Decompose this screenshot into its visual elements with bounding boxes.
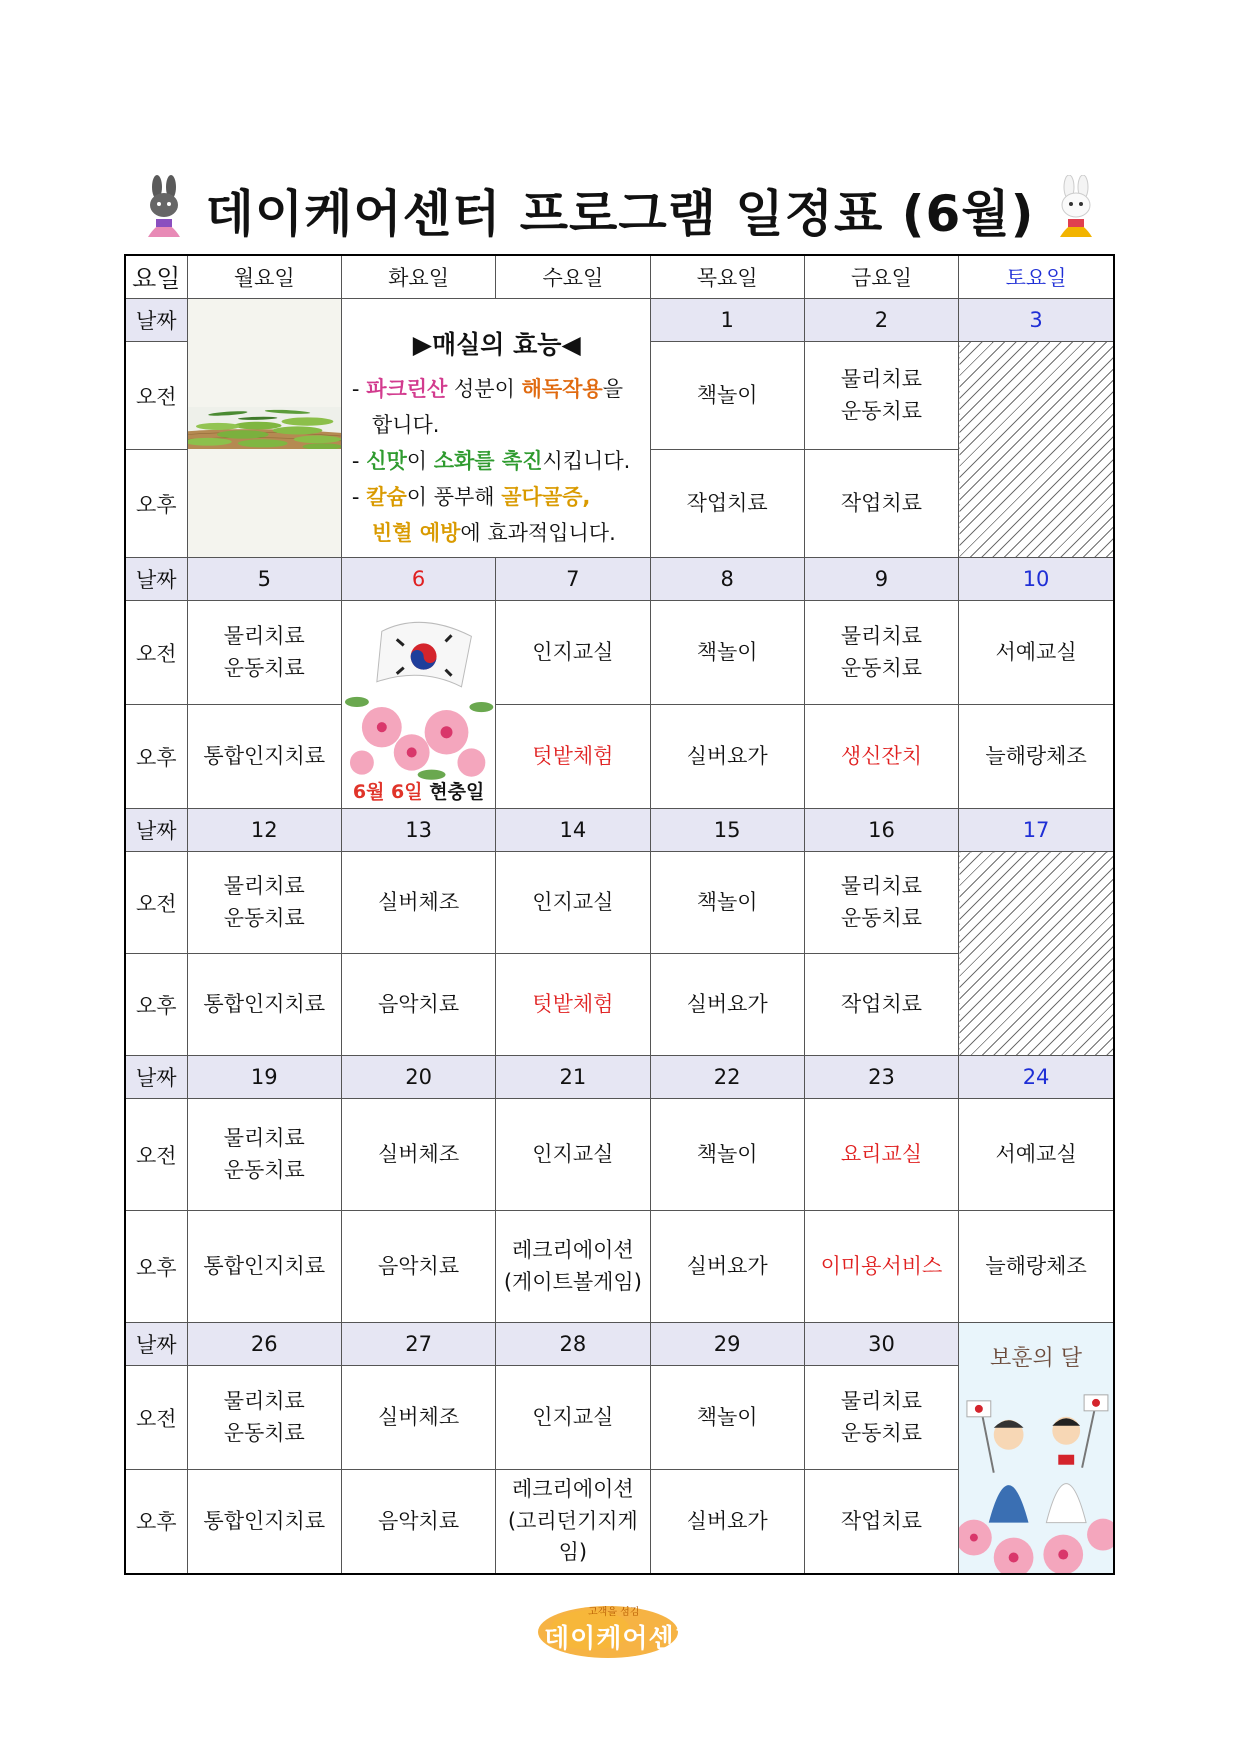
date-cell: 14: [496, 809, 650, 852]
weekday-header-row: [125, 255, 1114, 299]
date-cell: 7: [496, 558, 650, 601]
activity-cell: 물리치료 운동치료: [804, 342, 958, 450]
date-cell: 16: [804, 809, 958, 852]
activity-cell: 레크리에이션 (게이트볼게임): [496, 1211, 650, 1323]
activity-cell: 실버체조: [341, 852, 495, 954]
pm-label: 오후: [125, 1470, 187, 1574]
closed-cell: [959, 852, 1114, 1056]
benefit-line-5: [352, 515, 642, 551]
date-cell: 29: [650, 1323, 804, 1366]
text: 성분이: [447, 377, 522, 401]
activity-cell: 물리치료 운동치료: [187, 1366, 341, 1470]
date-cell: 9: [804, 558, 958, 601]
month-banner-art: [959, 1323, 1113, 1573]
keyword: 골다골증,: [501, 485, 591, 509]
activity-cell: 통합인지치료: [187, 1470, 341, 1574]
date-label: 날짜: [125, 1323, 187, 1366]
memorial-caption: [342, 777, 495, 804]
activity-cell: 인지교실: [496, 601, 650, 705]
activity-cell: 인지교실: [496, 1099, 650, 1211]
activity-cell: 물리치료 운동치료: [187, 1099, 341, 1211]
activity-cell: 실버체조: [341, 1099, 495, 1211]
month-banner-text: 보훈의 달: [990, 1346, 1083, 1371]
date-label: 날짜: [125, 558, 187, 601]
date-cell-saturday: 10: [959, 558, 1114, 601]
activity-cell: 레크리에이션 (고리던기지게임): [496, 1470, 650, 1574]
benefit-line-1: [352, 371, 642, 407]
activity-cell: 작업치료: [804, 1470, 958, 1574]
activity-cell: 물리치료 운동치료: [804, 852, 958, 954]
text: 시킵니다.: [542, 449, 631, 473]
text: 이: [406, 449, 434, 473]
date-label: 날짜: [125, 1056, 187, 1099]
activity-cell: 작업치료: [804, 450, 958, 558]
activity-cell: 책놀이: [650, 342, 804, 450]
weekday-label: 요일: [125, 255, 187, 299]
activity-cell: 실버요가: [650, 1211, 804, 1323]
memorial-date: 6월 6일: [352, 781, 423, 803]
activity-cell: 통합인지치료: [187, 1211, 341, 1323]
activity-cell: 늘해랑체조: [959, 1211, 1114, 1323]
activity-cell: 음악치료: [341, 1470, 495, 1574]
date-cell: 5: [187, 558, 341, 601]
date-row: [125, 1056, 1114, 1099]
memorial-day-cell: [341, 601, 495, 809]
am-label: 오전: [125, 342, 187, 450]
date-row: [125, 299, 1114, 342]
date-cell-saturday: 17: [959, 809, 1114, 852]
date-cell: 22: [650, 1056, 804, 1099]
activity-cell: 작업치료: [804, 954, 958, 1056]
activity-cell: 서예교실: [959, 601, 1114, 705]
date-cell-saturday: 24: [959, 1056, 1114, 1099]
text: 을: [602, 377, 624, 401]
memorial-day-art: [342, 601, 495, 808]
text: 이 풍부해: [406, 485, 502, 509]
benefit-line-2: 합니다.: [371, 413, 440, 437]
date-cell: 12: [187, 809, 341, 852]
keyword: 소화를 촉진: [433, 449, 543, 473]
date-row: [125, 809, 1114, 852]
daycare-logo: [530, 1600, 710, 1660]
am-row: [125, 1099, 1114, 1211]
activity-cell: 작업치료: [650, 450, 804, 558]
date-row: [125, 1323, 1114, 1366]
date-cell: 13: [341, 809, 495, 852]
keyword: 칼슘: [366, 485, 407, 509]
closed-cell: [959, 342, 1114, 558]
header-wednesday: 수요일: [496, 255, 650, 299]
activity-cell: 물리치료 운동치료: [187, 601, 341, 705]
keyword: 빈혈 예방: [371, 521, 461, 545]
activity-cell-highlight: 텃밭체험: [496, 705, 650, 809]
date-row: [125, 558, 1114, 601]
date-cell: 15: [650, 809, 804, 852]
activity-cell: 늘해랑체조: [959, 705, 1114, 809]
bullet: -: [351, 449, 367, 473]
header-monday: 월요일: [187, 255, 341, 299]
date-cell: 23: [804, 1056, 958, 1099]
activity-cell: 책놀이: [650, 601, 804, 705]
activity-cell: 통합인지치료: [187, 705, 341, 809]
date-cell: 1: [650, 299, 804, 342]
activity-cell: 음악치료: [341, 954, 495, 1056]
activity-cell: 실버체조: [341, 1366, 495, 1470]
date-cell: 20: [341, 1056, 495, 1099]
keyword: 파크린산: [366, 377, 448, 401]
pm-row: [125, 705, 1114, 809]
date-cell: 30: [804, 1323, 958, 1366]
activity-cell: 음악치료: [341, 1211, 495, 1323]
am-row: [125, 852, 1114, 954]
date-cell: 19: [187, 1056, 341, 1099]
am-label: 오전: [125, 852, 187, 954]
am-label: 오전: [125, 601, 187, 705]
date-cell: 8: [650, 558, 804, 601]
date-cell: 28: [496, 1323, 650, 1366]
header-thursday: 목요일: [650, 255, 804, 299]
pm-label: 오후: [125, 1211, 187, 1323]
activity-cell: 실버요가: [650, 1470, 804, 1574]
plum-benefits-box: [341, 299, 650, 558]
am-label: 오전: [125, 1099, 187, 1211]
activity-cell: 실버요가: [650, 705, 804, 809]
activity-cell: 책놀이: [650, 852, 804, 954]
logo-subtitle: 고객을 섬김: [588, 1607, 640, 1618]
am-label: 오전: [125, 1366, 187, 1470]
activity-cell-highlight: 생신잔치: [804, 705, 958, 809]
date-label: 날짜: [125, 809, 187, 852]
activity-cell: 서예교실: [959, 1099, 1114, 1211]
activity-cell: 인지교실: [496, 852, 650, 954]
pm-row: [125, 1211, 1114, 1323]
activity-cell: 실버요가: [650, 954, 804, 1056]
date-cell-holiday: 6: [341, 558, 495, 601]
activity-cell-highlight: 이미용서비스: [804, 1211, 958, 1323]
am-row: [125, 601, 1114, 705]
benefit-line-3: [352, 443, 642, 479]
memorial-name: 현충일: [429, 781, 485, 803]
plum-photo: [187, 299, 341, 558]
benefits-title: ▶매실의 효능◀: [412, 330, 581, 359]
bullet: -: [351, 485, 367, 509]
title-bar: [0, 168, 1240, 252]
date-cell: 26: [187, 1323, 341, 1366]
pm-label: 오후: [125, 705, 187, 809]
green-plum-image: [188, 407, 341, 449]
date-cell: 27: [341, 1323, 495, 1366]
pm-label: 오후: [125, 450, 187, 558]
keyword: 해독작용: [521, 377, 603, 401]
activity-cell: 물리치료 운동치료: [187, 852, 341, 954]
activity-cell: 책놀이: [650, 1099, 804, 1211]
month-banner-cell: [959, 1323, 1114, 1574]
benefit-line-4: [352, 479, 642, 515]
keyword: 신맛: [366, 449, 407, 473]
activity-cell-highlight: 텃밭체험: [496, 954, 650, 1056]
date-cell: 21: [496, 1056, 650, 1099]
activity-cell: 책놀이: [650, 1366, 804, 1470]
header-saturday: 토요일: [959, 255, 1114, 299]
veterans-couple-icon: [959, 1323, 1113, 1573]
activity-cell: 통합인지치료: [187, 954, 341, 1056]
header-friday: 금요일: [804, 255, 958, 299]
activity-cell: 물리치료 운동치료: [804, 601, 958, 705]
logo-text: 데이케어센터: [544, 1624, 701, 1654]
activity-cell-highlight: 요리교실: [804, 1099, 958, 1211]
schedule-table: [124, 254, 1115, 1575]
date-cell: 2: [804, 299, 958, 342]
rabbit-mascot-icon: [140, 175, 188, 245]
header-tuesday: 화요일: [341, 255, 495, 299]
activity-cell: 물리치료 운동치료: [804, 1366, 958, 1470]
page-title: 데이케어센터 프로그램 일정표 (6월): [205, 185, 1035, 243]
bullet: -: [351, 377, 367, 401]
activity-cell: 인지교실: [496, 1366, 650, 1470]
rabbit-mascot-icon: [1052, 175, 1100, 245]
pm-label: 오후: [125, 954, 187, 1056]
text: 에 효과적입니다.: [460, 521, 616, 545]
date-label: 날짜: [125, 299, 187, 342]
date-cell-saturday: 3: [959, 299, 1114, 342]
